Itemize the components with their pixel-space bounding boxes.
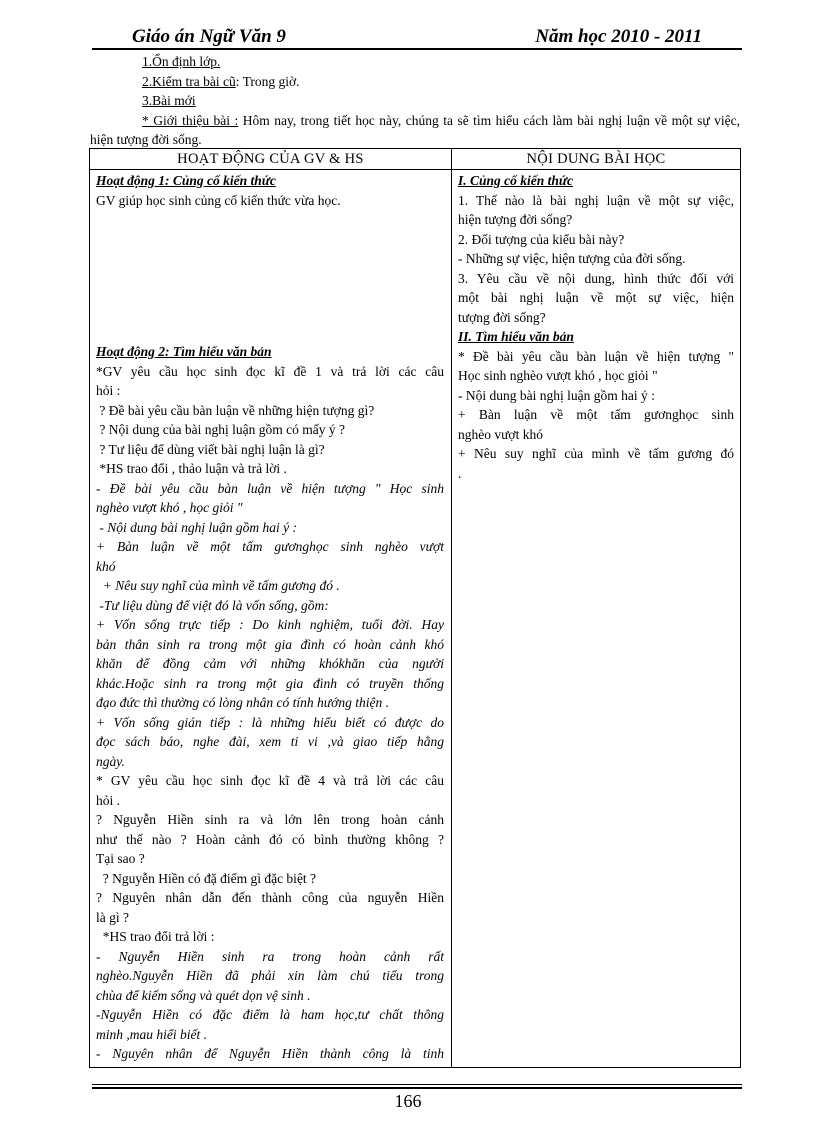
text-line: + Nêu suy nghĩ của mình về tấm gương đó . <box>96 578 340 593</box>
text-line: hiện tượng đời sống? <box>458 212 573 227</box>
text-line: 1. Thế nào là bài nghị luận về một sự việc, <box>458 192 734 208</box>
content-column <box>458 171 734 483</box>
text-line: - Những sự việc, hiện tượng của đời sống. <box>458 251 686 266</box>
text-line: là gì ? <box>96 909 129 925</box>
column-divider <box>451 149 452 1067</box>
text-line: ? Nội dung của bài nghị luận gồm có mấy ý ? <box>96 422 345 437</box>
section-1-lines <box>458 191 734 328</box>
header-school-year: Năm học 2010 - 2011 <box>535 26 702 47</box>
text-line: - Nội dung bài nghị luận gồm hai ý : <box>96 519 297 535</box>
lesson-intro <box>90 52 740 150</box>
page-header <box>92 22 742 50</box>
text-line: đọc sách báo, nghe đài, xem ti vi ,và giao tiếp hằng <box>96 734 444 749</box>
activity-1-text: GV giúp học sinh củng cố kiến thức vừa học. <box>96 192 341 208</box>
intro-item-2: 2.Kiểm tra bài cũ: Trong giờ. <box>142 73 300 89</box>
activities-column <box>96 171 444 1064</box>
text-line: bản thân sinh ra trong một gia đình có hoàn cảnh khó <box>96 636 444 652</box>
text-line: khăn để đồng cảm với những khókhăn của người <box>96 656 444 671</box>
intro-item-3: 3.Bài mới <box>142 93 196 108</box>
text-line: chùa để kiếm sống và quét dọn vệ sinh . <box>96 987 311 1003</box>
header-divider <box>90 169 740 170</box>
text-line: ? Nguyễn Hiền có đặ điểm gì đặc biệt ? <box>96 870 317 886</box>
activity-2-lines <box>96 362 444 1064</box>
text-line: 2. Đối tượng của kiểu bài này? <box>458 231 625 247</box>
text-line: hỏi . <box>96 792 121 808</box>
section-2-title: II. Tìm hiểu văn bản <box>458 329 574 344</box>
text-line: ? Đề bài yêu cầu bàn luận về những hiện tượng gì? <box>96 402 375 418</box>
text-line: 3. Yêu cầu về nội dung, hình thức đối với <box>458 270 734 286</box>
text-line: -Tư liệu dùng để việt đó là vốn sống, gồm: <box>96 597 329 613</box>
text-line: ? Nguyễn Hiền sinh ra và lớn lên trong hoàn cảnh <box>96 812 444 827</box>
text-line: - Nguyễn Hiền sinh ra trong hoàn cảnh rất <box>96 948 444 964</box>
text-line: đạo đức thì thường có lòng nhân có tính hướng thiện . <box>96 695 389 710</box>
text-line: khác.Hoặc sinh ra trong một gia đình có truyền thống <box>96 675 444 691</box>
text-line: -Nguyễn Hiền có đặc điểm là ham học,tư chất thông <box>96 1007 444 1022</box>
text-line: ? Nguyên nhân dẫn đến thành công của nguyễn Hiền <box>96 890 444 905</box>
activity-2-title: Hoạt động 2: Tìm hiểu văn bản <box>96 344 272 359</box>
header-content: NỘI DUNG BÀI HỌC <box>526 151 666 167</box>
text-line: * GV yêu cầu học sinh đọc kĩ đề 4 và trả lời các câu <box>96 773 444 788</box>
lesson-table <box>89 148 741 1068</box>
text-line: + Bàn luận về một tấm gươnghọc sinh nghèo vượt <box>96 539 444 554</box>
text-line: khó <box>96 558 116 574</box>
text-line: tượng đời sống? <box>458 309 546 325</box>
section-1-title: I. Củng cố kiến thức <box>458 173 573 188</box>
text-line: + Bàn luận về một tấm gươnghọc sinh <box>458 407 734 422</box>
header-activities: HOẠT ĐỘNG CỦA GV & HS <box>177 151 364 167</box>
text-line: nghèo vượt khó <box>458 426 543 442</box>
text-line: ? Tư liệu để dùng viết bài nghị luận là gì? <box>96 441 325 457</box>
section-2-lines <box>458 347 734 484</box>
intro-item-1: 1.Ổn định lớp. <box>142 54 221 69</box>
text-line: Tại sao ? <box>96 851 145 866</box>
text-line: + Vốn sống gián tiếp : là những hiểu biết có được do <box>96 714 444 730</box>
page-number: 166 <box>394 1091 422 1111</box>
text-line: Học sinh nghèo vượt khó , học giỏi " <box>458 368 658 383</box>
text-line: . <box>458 465 462 481</box>
text-line: *GV yêu cầu học sinh đọc kĩ đề 1 và trả lời các câu <box>96 363 444 379</box>
text-line: - Đề bài yêu cầu bàn luận về hiện tượng " Học sinh <box>96 480 444 496</box>
text-line: + Vốn sống trực tiếp : Do kinh nghiệm, tuổi đời. Hay <box>96 617 444 632</box>
text-line: ngày. <box>96 753 125 769</box>
text-line: - Nguyên nhân để Nguyễn Hiền thành công là tinh <box>96 1046 444 1061</box>
intro-paragraph: * Giới thiệu bài : Hôm nay, trong tiết học này, chúng ta sẽ tìm hiểu cách làm bài nghị luận về một sự việc, hiện tượng đời sống. <box>90 112 740 147</box>
footer-rule-thick <box>92 1087 742 1089</box>
header-title: Giáo án Ngữ Văn 9 <box>132 26 286 47</box>
text-line: hỏi : <box>96 383 121 398</box>
footer-rule <box>92 1084 742 1085</box>
text-line: minh ,mau hiểi biết . <box>96 1026 207 1042</box>
text-line: + Nêu suy nghĩ của mình về tấm gương đó <box>458 446 734 461</box>
text-line: *HS trao đổi , thảo luận và trả lời . <box>96 461 287 476</box>
text-line: nghèo.Nguyễn Hiền đã phải xin làm chú tiểu trong <box>96 968 444 983</box>
text-line: *HS trao đổi trả lời : <box>96 929 215 944</box>
text-line: một bài nghị luận về một sự việc, hiện <box>458 290 734 305</box>
text-line: * Đề bài yêu cầu bàn luận về hiện tượng " <box>458 348 734 364</box>
text-line: như thế nào ? Hoàn cảnh đó có bình thường không ? <box>96 831 444 847</box>
text-line: - Nội dung bài nghị luận gồm hai ý : <box>458 387 655 403</box>
text-line: nghèo vượt khó , học giỏi " <box>96 500 243 515</box>
activity-1-title: Hoạt động 1: Củng cố kiến thức <box>96 173 276 188</box>
